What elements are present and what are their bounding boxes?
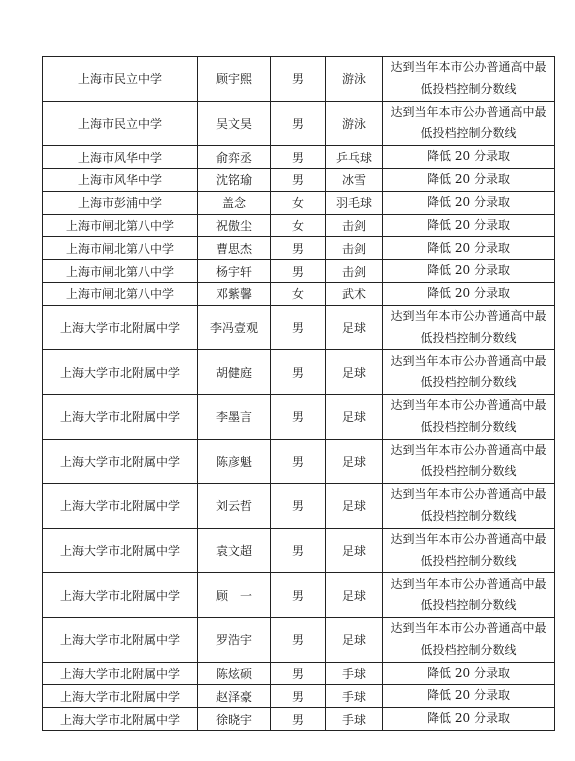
- student-name-cell: 胡健庭: [198, 350, 271, 395]
- student-name-cell: 曹思杰: [198, 237, 271, 260]
- sport-cell: 冰雪: [326, 168, 383, 191]
- student-name-cell: 吴文昊: [198, 101, 271, 146]
- sport-cell: 击剑: [326, 260, 383, 283]
- table-row: [43, 439, 555, 484]
- school-cell: 上海市民立中学: [43, 101, 198, 146]
- school-cell: 上海大学市北附属中学: [43, 484, 198, 529]
- student-name-cell: 陈彦魁: [198, 439, 271, 484]
- student-name-cell: 李冯壹观: [198, 305, 271, 350]
- sport-cell: 游泳: [326, 101, 383, 146]
- table-row: [43, 685, 555, 708]
- school-cell: 上海市闸北第八中学: [43, 282, 198, 305]
- student-name-cell: 李墨言: [198, 394, 271, 439]
- sport-cell: 足球: [326, 305, 383, 350]
- admission-note-cell: 降低 20 分录取: [383, 146, 555, 169]
- admission-table-body: [43, 57, 555, 731]
- gender-cell: 男: [271, 439, 326, 484]
- gender-cell: 男: [271, 484, 326, 529]
- table-row: [43, 101, 555, 146]
- sport-cell: 足球: [326, 528, 383, 573]
- table-row: [43, 191, 555, 214]
- table-row: [43, 662, 555, 685]
- sport-cell: 击剑: [326, 237, 383, 260]
- admission-table: [42, 56, 555, 731]
- gender-cell: 男: [271, 57, 326, 102]
- table-row: [43, 237, 555, 260]
- sport-cell: 足球: [326, 617, 383, 662]
- gender-cell: 女: [271, 191, 326, 214]
- school-cell: 上海市民立中学: [43, 57, 198, 102]
- school-cell: 上海市闸北第八中学: [43, 214, 198, 237]
- table-row: [43, 146, 555, 169]
- sport-cell: 手球: [326, 662, 383, 685]
- table-row: [43, 617, 555, 662]
- school-cell: 上海市闸北第八中学: [43, 237, 198, 260]
- gender-cell: 男: [271, 168, 326, 191]
- student-name-cell: 陈炫硕: [198, 662, 271, 685]
- school-cell: 上海市风华中学: [43, 146, 198, 169]
- admission-note-cell: 降低 20 分录取: [383, 708, 555, 731]
- student-name-cell: 邓紫馨: [198, 282, 271, 305]
- sport-cell: 足球: [326, 439, 383, 484]
- admission-note-cell: 达到当年本市公办普通高中最低投档控制分数线: [383, 350, 555, 395]
- student-name-cell: 徐晓宇: [198, 708, 271, 731]
- school-cell: 上海大学市北附属中学: [43, 708, 198, 731]
- gender-cell: 男: [271, 237, 326, 260]
- sport-cell: 足球: [326, 573, 383, 618]
- admission-note-cell: 降低 20 分录取: [383, 685, 555, 708]
- table-row: [43, 168, 555, 191]
- admission-note-cell: 达到当年本市公办普通高中最低投档控制分数线: [383, 305, 555, 350]
- student-name-cell: 沈铭瑜: [198, 168, 271, 191]
- table-row: [43, 282, 555, 305]
- admission-note-cell: 达到当年本市公办普通高中最低投档控制分数线: [383, 573, 555, 618]
- student-name-cell: 罗浩宇: [198, 617, 271, 662]
- student-name-cell: 袁文超: [198, 528, 271, 573]
- school-cell: 上海市风华中学: [43, 168, 198, 191]
- school-cell: 上海市闸北第八中学: [43, 260, 198, 283]
- school-cell: 上海大学市北附属中学: [43, 350, 198, 395]
- school-cell: 上海市彭浦中学: [43, 191, 198, 214]
- gender-cell: 男: [271, 573, 326, 618]
- admission-note-cell: 达到当年本市公办普通高中最低投档控制分数线: [383, 617, 555, 662]
- table-row: [43, 57, 555, 102]
- school-cell: 上海大学市北附属中学: [43, 528, 198, 573]
- gender-cell: 男: [271, 350, 326, 395]
- sport-cell: 武术: [326, 282, 383, 305]
- table-row: [43, 708, 555, 731]
- admission-note-cell: 达到当年本市公办普通高中最低投档控制分数线: [383, 528, 555, 573]
- student-name-cell: 顾 一: [198, 573, 271, 618]
- school-cell: 上海大学市北附属中学: [43, 394, 198, 439]
- student-name-cell: 赵泽豪: [198, 685, 271, 708]
- admission-note-cell: 降低 20 分录取: [383, 237, 555, 260]
- table-row: [43, 260, 555, 283]
- sport-cell: 乒乓球: [326, 146, 383, 169]
- table-row: [43, 394, 555, 439]
- admission-note-cell: 达到当年本市公办普通高中最低投档控制分数线: [383, 57, 555, 102]
- school-cell: 上海大学市北附属中学: [43, 573, 198, 618]
- student-name-cell: 俞弈丞: [198, 146, 271, 169]
- sport-cell: 手球: [326, 708, 383, 731]
- sport-cell: 击剑: [326, 214, 383, 237]
- gender-cell: 男: [271, 617, 326, 662]
- gender-cell: 男: [271, 662, 326, 685]
- gender-cell: 男: [271, 146, 326, 169]
- school-cell: 上海大学市北附属中学: [43, 685, 198, 708]
- admission-note-cell: 降低 20 分录取: [383, 282, 555, 305]
- sport-cell: 游泳: [326, 57, 383, 102]
- table-row: [43, 350, 555, 395]
- table-row: [43, 528, 555, 573]
- student-name-cell: 顾宇熙: [198, 57, 271, 102]
- gender-cell: 男: [271, 708, 326, 731]
- school-cell: 上海大学市北附属中学: [43, 617, 198, 662]
- student-name-cell: 盖念: [198, 191, 271, 214]
- school-cell: 上海大学市北附属中学: [43, 439, 198, 484]
- admission-note-cell: 降低 20 分录取: [383, 168, 555, 191]
- gender-cell: 女: [271, 282, 326, 305]
- table-row: [43, 305, 555, 350]
- admission-note-cell: 达到当年本市公办普通高中最低投档控制分数线: [383, 101, 555, 146]
- gender-cell: 女: [271, 214, 326, 237]
- sport-cell: 足球: [326, 394, 383, 439]
- table-row: [43, 484, 555, 529]
- school-cell: 上海大学市北附属中学: [43, 662, 198, 685]
- sport-cell: 羽毛球: [326, 191, 383, 214]
- gender-cell: 男: [271, 305, 326, 350]
- sport-cell: 手球: [326, 685, 383, 708]
- admission-note-cell: 降低 20 分录取: [383, 214, 555, 237]
- gender-cell: 男: [271, 394, 326, 439]
- admission-note-cell: 降低 20 分录取: [383, 662, 555, 685]
- table-row: [43, 214, 555, 237]
- gender-cell: 男: [271, 260, 326, 283]
- sport-cell: 足球: [326, 350, 383, 395]
- gender-cell: 男: [271, 528, 326, 573]
- student-name-cell: 祝傲尘: [198, 214, 271, 237]
- admission-note-cell: 达到当年本市公办普通高中最低投档控制分数线: [383, 484, 555, 529]
- sport-cell: 足球: [326, 484, 383, 529]
- gender-cell: 男: [271, 101, 326, 146]
- table-row: [43, 573, 555, 618]
- admission-note-cell: 达到当年本市公办普通高中最低投档控制分数线: [383, 394, 555, 439]
- school-cell: 上海大学市北附属中学: [43, 305, 198, 350]
- admission-note-cell: 降低 20 分录取: [383, 260, 555, 283]
- student-name-cell: 刘云哲: [198, 484, 271, 529]
- admission-note-cell: 达到当年本市公办普通高中最低投档控制分数线: [383, 439, 555, 484]
- student-name-cell: 杨宇轩: [198, 260, 271, 283]
- admission-note-cell: 降低 20 分录取: [383, 191, 555, 214]
- gender-cell: 男: [271, 685, 326, 708]
